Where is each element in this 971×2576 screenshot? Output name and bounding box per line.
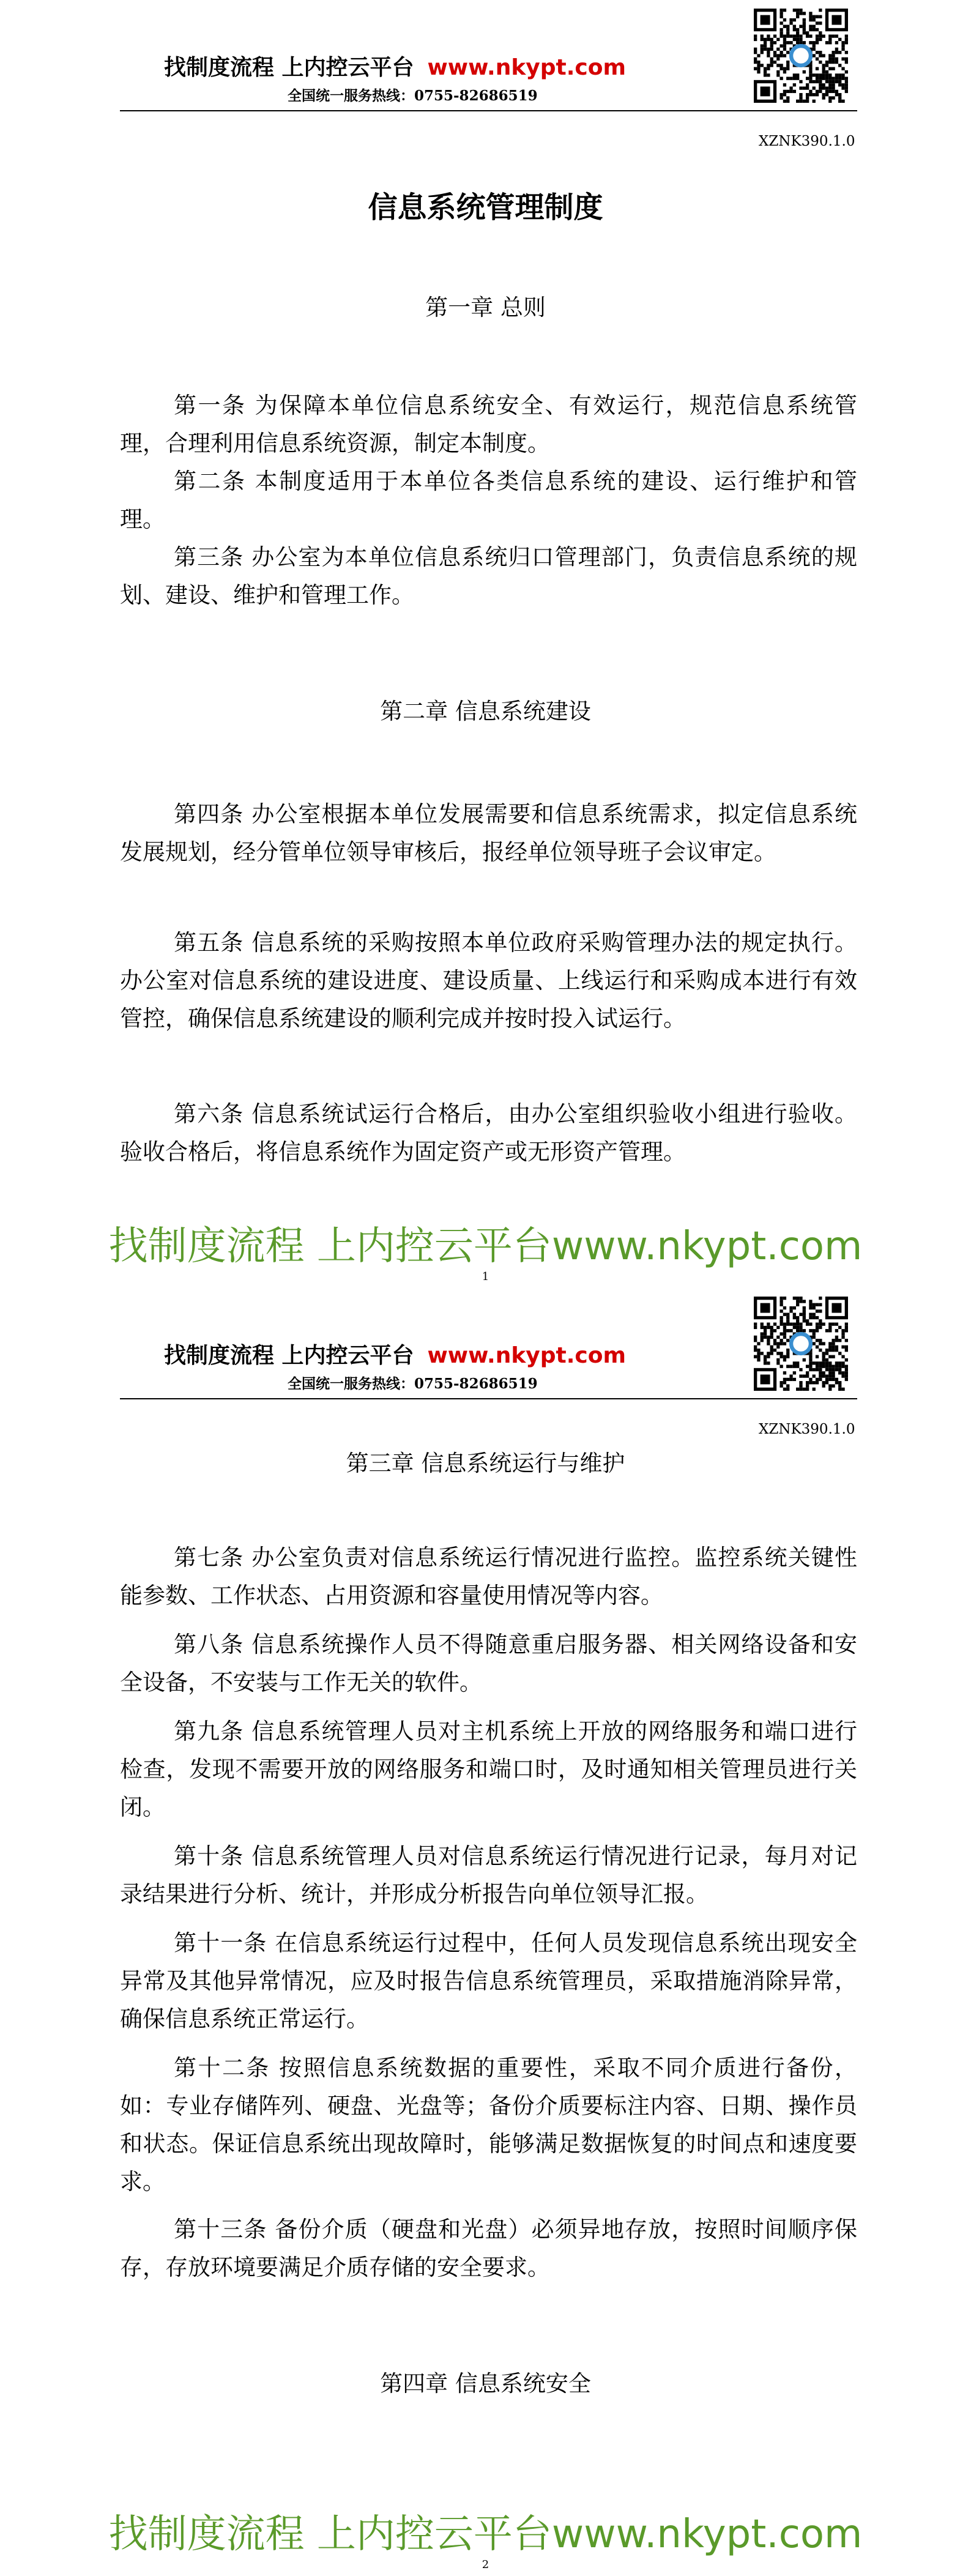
doc-number: XZNK390.1.0 xyxy=(759,133,855,149)
header-brand: 找制度流程 上内控云平台 xyxy=(164,55,414,80)
article-11: 第十一条 在信息系统运行过程中，任何人员发现信息系统出现安全异常及其他异常情况，应及时报告信息系统管理员，采取措施消除异常，确保信息系统正常运行。 xyxy=(120,1930,857,2032)
page-number: 2 xyxy=(482,2558,489,2571)
article-2: 第二条 本制度适用于本单位各类信息系统的建设、运行维护和管理。 xyxy=(120,468,857,532)
footer-watermark: 找制度流程 上内控云平台www.nkypt.com xyxy=(108,2512,863,2557)
article-9: 第九条 信息系统管理人员对主机系统上开放的网络服务和端口进行检查，发现不需要开放的网络服务和端口时，及时通知相关管理员进行关闭。 xyxy=(120,1718,857,1820)
header-url[interactable]: www.nkypt.com xyxy=(427,1343,626,1368)
article-3: 第三条 办公室为本单位信息系统归口管理部门，负责信息系统的规划、建设、维护和管理工作。 xyxy=(120,544,857,608)
header-phone: 全国统一服务热线：0755-82686519 xyxy=(288,1375,538,1392)
page-number: 1 xyxy=(482,1270,489,1283)
chapter-4-heading: 第四章 信息系统安全 xyxy=(380,2370,591,2397)
article-10: 第十条 信息系统管理人员对信息系统运行情况进行记录，每月对记录结果进行分析、统计，并形成分析报告向单位领导汇报。 xyxy=(120,1843,857,1907)
chapter-3-heading: 第三章 信息系统运行与维护 xyxy=(346,1450,625,1476)
article-8: 第八条 信息系统操作人员不得随意重启服务器、相关网络设备和安全设备，不安装与工作无关的软件。 xyxy=(120,1631,857,1696)
header-divider xyxy=(120,110,857,111)
doc-number: XZNK390.1.0 xyxy=(759,1421,855,1437)
article-4: 第四条 办公室根据本单位发展需要和信息系统需求，拟定信息系统发展规划，经分管单位领导审核后，报经单位领导班子会议审定。 xyxy=(120,801,857,865)
article-1: 第一条 为保障本单位信息系统安全、有效运行，规范信息系统管理，合理利用信息系统资源，制定本制度。 xyxy=(120,392,857,456)
header-url[interactable]: www.nkypt.com xyxy=(427,55,626,80)
page-title: 信息系统管理制度 xyxy=(368,190,603,225)
qr-code-icon xyxy=(754,1297,848,1391)
header-phone: 全国统一服务热线：0755-82686519 xyxy=(288,87,538,104)
chapter-1-heading: 第一章 总则 xyxy=(425,294,546,321)
article-7: 第七条 办公室负责对信息系统运行情况进行监控。监控系统关键性能参数、工作状态、占用资源和容量使用情况等内容。 xyxy=(120,1544,857,1609)
article-5: 第五条 信息系统的采购按照本单位政府采购管理办法的规定执行。办公室对信息系统的建设进度、建设质量、上线运行和采购成本进行有效管控，确保信息系统建设的顺利完成并按时投入试运行。 xyxy=(120,929,857,1032)
header-title xyxy=(164,1338,626,1369)
qr-code-icon xyxy=(754,9,848,103)
page-2 xyxy=(0,1288,971,2576)
header-title xyxy=(164,50,626,81)
article-12: 第十二条 按照信息系统数据的重要性，采取不同介质进行备份，如：专业存储阵列、硬盘、光盘等；备份介质要标注内容、日期、操作员和状态。保证信息系统出现故障时，能够满足数据恢复的时间点和速度要求。 xyxy=(120,2055,857,2195)
footer-watermark: 找制度流程 上内控云平台www.nkypt.com xyxy=(108,1224,863,1269)
header-divider xyxy=(120,1398,857,1399)
article-6: 第六条 信息系统试运行合格后，由办公室组织验收小组进行验收。验收合格后，将信息系统作为固定资产或无形资产管理。 xyxy=(120,1101,857,1165)
header-brand: 找制度流程 上内控云平台 xyxy=(164,1343,414,1368)
article-13: 第十三条 备份介质（硬盘和光盘）必须异地存放，按照时间顺序保存，存放环境要满足介质存储的安全要求。 xyxy=(120,2216,857,2280)
chapter-2-heading: 第二章 信息系统建设 xyxy=(380,698,591,724)
